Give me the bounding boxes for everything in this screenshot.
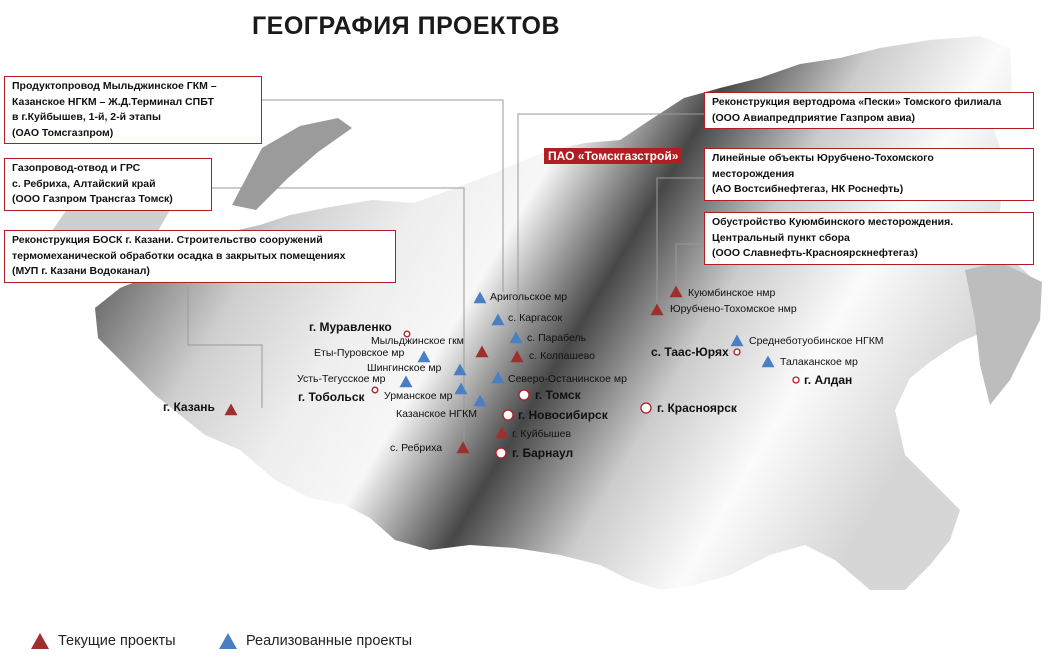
callout-line: (ООО Авиапредприятие Газпром авиа)	[712, 111, 916, 124]
callout-line: Казанское НГКМ – Ж.Д.Терминал СПБТ	[12, 95, 214, 108]
callout-line: месторождения	[712, 167, 795, 180]
callout-line: с. Ребриха, Алтайский край	[12, 177, 156, 190]
callout-line: в г.Куйбышев, 1-й, 2-й этапы	[12, 111, 161, 123]
callout-line: Линейные объекты Юрубчено-Тохомского	[712, 152, 934, 164]
city-krasnoyarsk: г. Красноярск	[657, 401, 737, 415]
callout-yurubcheno	[704, 148, 1034, 201]
label-myldzhino: Мыльджинское гкм	[371, 335, 464, 347]
label-ust: Усть-Тегусское мр	[297, 373, 386, 385]
legend-current-label: Текущие проекты	[58, 633, 176, 649]
label-talakan: Талаканское мр	[780, 356, 858, 368]
legend-completed	[218, 632, 412, 650]
callout-line: Реконструкция вертодрома «Пески» Томского филиала	[712, 96, 1002, 108]
callout-peski-helipad	[704, 92, 1034, 129]
label-sev-ostan: Северо-Останинское мр	[508, 373, 627, 385]
novosibirsk-marker	[503, 410, 513, 420]
callout-line: Обустройство Куюмбинского месторождения.	[712, 216, 954, 228]
completed-project-icon	[218, 632, 238, 650]
label-kolpashevo: с. Колпашево	[529, 350, 596, 362]
callout-myldzhino-pipeline	[4, 76, 262, 144]
city-kazan: г. Казань	[163, 400, 215, 414]
label-urman: Урманское мр	[384, 390, 453, 402]
callout-line: Центральный пункт сбора	[712, 231, 850, 244]
barnaul-marker	[496, 448, 506, 458]
legend-completed-label: Реализованные проекты	[246, 633, 413, 649]
callout-rebrikha-gas	[4, 158, 212, 211]
label-kazanskoe: Казанское НГКМ	[396, 408, 477, 420]
label-parabel: с. Парабель	[527, 332, 587, 344]
label-ety: Еты-Пуровское мр	[314, 347, 405, 359]
aldan-marker	[793, 377, 799, 383]
callout-line: (ОАО Томсгазпром)	[12, 126, 114, 139]
callout-kazan-bosk	[4, 230, 396, 283]
far-east-peninsula	[965, 262, 1042, 405]
callout-line: (МУП г. Казани Водоканал)	[12, 265, 150, 277]
label-kargasok: с. Каргасок	[508, 312, 563, 324]
tomsk-marker	[519, 390, 529, 400]
page-title: ГЕОГРАФИЯ ПРОЕКТОВ	[252, 12, 561, 40]
company-badge: ПАО «Томскгазстрой»	[544, 148, 682, 164]
legend-current	[30, 632, 176, 650]
callout-line: (ООО Газпром Трансгаз Томск)	[12, 193, 173, 205]
callout-line: (АО Востсибнефтегаз, НК Роснефть)	[712, 183, 904, 195]
city-novosibirsk: г. Новосибирск	[518, 408, 608, 422]
label-shingin: Шингинское мр	[367, 362, 442, 374]
city-taas: с. Таас-Юрях	[651, 345, 729, 359]
city-barnaul: г. Барнаул	[512, 446, 574, 460]
tobolsk-marker	[372, 387, 378, 393]
label-rebrikha: с. Ребриха	[390, 442, 443, 454]
label-arigol: Аригольское мр	[490, 291, 568, 303]
city-tobolsk: г. Тобольск	[298, 390, 365, 404]
callout-line: Реконструкция БОСК г. Казани. Строительство сооружений	[12, 234, 323, 246]
callout-line: Газопровод-отвод и ГРС	[12, 162, 141, 174]
label-kuibyshev: г. Куйбышев	[512, 428, 572, 440]
city-tomsk: г. Томск	[535, 388, 581, 402]
label-srednebot: Среднеботуобинское НГКМ	[749, 335, 884, 347]
label-kuyumba: Куюмбинское нмр	[688, 287, 776, 299]
label-yurubcheno: Юрубчено-Тохомское нмр	[670, 303, 797, 315]
city-aldan: г. Алдан	[804, 373, 853, 387]
krasnoyarsk-marker	[641, 403, 651, 413]
city-muravlenko: г. Муравленко	[309, 320, 392, 334]
callout-line: Продуктопровод Мыльджинское ГКМ –	[12, 80, 217, 92]
callout-line: термомеханической обработки осадка в закрытых помещениях	[12, 249, 346, 262]
current-project-icon	[30, 632, 50, 650]
callout-line: (ООО Славнефть-Красноярскнефтегаз)	[712, 247, 918, 259]
callout-kuyumba	[704, 212, 1034, 265]
taas-marker	[734, 349, 740, 355]
